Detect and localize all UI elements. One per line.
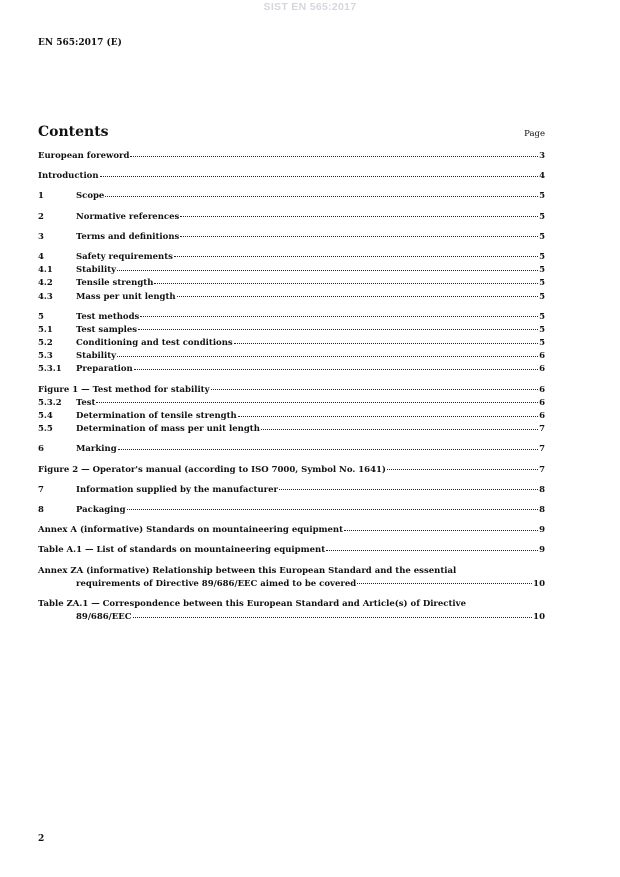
toc-entry-page: 5 [539, 324, 545, 335]
toc-entry[interactable] [38, 324, 545, 337]
dot-leader [96, 402, 538, 403]
toc-entry-number: 8 [38, 504, 44, 515]
toc-entry-number: 5.3.2 [38, 397, 62, 408]
toc-entry-number: 2 [38, 211, 44, 222]
toc-entry[interactable] [38, 410, 545, 423]
dot-leader [105, 196, 538, 197]
dot-leader [130, 156, 538, 157]
toc-entry[interactable] [38, 350, 545, 363]
toc-entry-number: 4 [38, 251, 44, 262]
toc-entry-number: 1 [38, 191, 44, 202]
toc-entry-title: Stability [76, 351, 117, 362]
table-of-contents [38, 150, 545, 624]
toc-entry-title: Annex A (informative) Standards on mountaineering equipment [38, 525, 344, 536]
toc-entry-page: 9 [539, 525, 545, 536]
toc-entry-title: Introduction [38, 171, 99, 182]
dot-leader [127, 509, 538, 510]
toc-entry-title: Marking [76, 444, 117, 455]
toc-entry-page: 7 [539, 464, 545, 475]
toc-entry-title: Normative references [76, 211, 180, 222]
toc-entry[interactable] [38, 251, 545, 264]
toc-entry-title: Test methods [76, 311, 140, 322]
toc-entry-page: 8 [539, 484, 545, 495]
toc-entry-title-continued: requirements of Directive 89/686/EEC aimed to be covered [76, 578, 357, 589]
toc-entry[interactable] [38, 443, 545, 456]
contents-heading: Contents [38, 124, 109, 140]
toc-entry[interactable] [38, 363, 545, 376]
toc-entry-number: 5.3 [38, 351, 53, 362]
toc-entry[interactable] [38, 311, 545, 324]
toc-entry-page: 10 [533, 612, 545, 623]
toc-entry[interactable] [38, 524, 545, 537]
toc-entry[interactable] [38, 150, 545, 163]
toc-entry-page: 5 [539, 191, 545, 202]
toc-entry[interactable] [38, 264, 545, 277]
dot-leader [180, 236, 538, 237]
toc-entry[interactable] [38, 484, 545, 497]
toc-entry-page: 5 [539, 291, 545, 302]
toc-entry-number: 5.4 [38, 411, 53, 421]
toc-entry-title: Tensile strength [76, 278, 154, 289]
toc-entry-page: 8 [539, 504, 545, 515]
toc-entry-title-continued: 89/686/EEC [76, 612, 132, 623]
toc-entry-title: Packaging [76, 504, 126, 515]
dot-leader [279, 489, 538, 490]
dot-leader [117, 356, 538, 357]
toc-entry[interactable] [38, 384, 545, 397]
toc-entry-title: Test [76, 397, 96, 408]
toc-entry-title: Stability [76, 265, 117, 276]
dot-leader [138, 329, 538, 330]
toc-entry[interactable] [38, 170, 545, 183]
toc-entry-page: 6 [539, 351, 545, 362]
toc-entry-title: Annex ZA (informative) Relationship between this European Standard and the essential [38, 565, 457, 576]
toc-entry[interactable] [38, 464, 545, 477]
toc-entry[interactable] [38, 544, 545, 557]
toc-entry-page: 3 [539, 151, 545, 161]
toc-entry-title: Table ZA.1 — Correspondence between this European Standard and Article(s) of Directive [38, 598, 466, 609]
toc-entry-title: Terms and definitions [76, 231, 180, 242]
toc-entry-number: 5 [38, 311, 44, 322]
toc-entry-page: 6 [539, 364, 545, 375]
dot-leader [140, 316, 538, 317]
toc-entry-page: 9 [539, 545, 545, 556]
dot-leader [118, 449, 538, 450]
toc-entry-number: 5.3.1 [38, 364, 62, 375]
toc-entry-page: 5 [539, 311, 545, 322]
toc-entry-title: Test samples [76, 324, 138, 335]
toc-entry-page: 4 [539, 171, 545, 182]
dot-leader [261, 429, 538, 430]
toc-entry-title: Determination of mass per unit length [76, 424, 260, 435]
toc-entry-page: 6 [539, 384, 545, 395]
toc-entry-number: 4.1 [38, 265, 53, 276]
toc-entry-page: 6 [539, 397, 545, 408]
dot-leader [177, 296, 538, 297]
toc-entry[interactable] [38, 337, 545, 350]
toc-entry-title: Table A.1 — List of standards on mountaineering equipment [38, 545, 326, 556]
dot-leader [238, 416, 538, 417]
dot-leader [234, 343, 538, 344]
toc-entry[interactable] [38, 504, 545, 517]
toc-entry[interactable] [38, 423, 545, 436]
toc-entry-number: 6 [38, 444, 44, 455]
toc-entry[interactable] [38, 190, 545, 203]
toc-entry-title: Preparation [76, 364, 133, 375]
toc-entry-number: 4.2 [38, 278, 53, 289]
toc-entry-number: 5.1 [38, 324, 53, 335]
toc-entry[interactable] [38, 598, 545, 624]
toc-entry-title: Conditioning and test conditions [76, 338, 233, 349]
toc-entry-number: 7 [38, 484, 44, 495]
toc-entry-number: 5.2 [38, 338, 53, 349]
toc-entry-title: Figure 1 — Test method for stability [38, 384, 210, 395]
dot-leader [100, 176, 538, 177]
toc-entry-page: 5 [539, 231, 545, 242]
page-column-label: Page [524, 129, 545, 139]
toc-entry-title: Determination of tensile strength [76, 411, 237, 421]
toc-entry[interactable] [38, 277, 545, 290]
dot-leader [174, 256, 538, 257]
dot-leader [211, 389, 538, 390]
toc-entry-title: Mass per unit length [76, 291, 176, 302]
toc-entry-page: 5 [539, 211, 545, 222]
toc-entry-page: 5 [539, 265, 545, 276]
dot-leader [117, 270, 538, 271]
toc-entry-title: Safety requirements [76, 251, 173, 262]
page-number: 2 [38, 834, 45, 844]
toc-entry-page: 5 [539, 278, 545, 289]
watermark: SIST EN 565:2017 [263, 1, 357, 13]
dot-leader [387, 469, 538, 470]
toc-entry[interactable] [38, 397, 545, 410]
toc-entry-page: 6 [539, 411, 545, 421]
dot-leader [133, 617, 533, 618]
toc-entry-title: European foreword [38, 151, 130, 161]
dot-leader [180, 216, 538, 217]
toc-entry[interactable] [38, 291, 545, 304]
toc-entry[interactable] [38, 231, 545, 244]
dot-leader [344, 530, 538, 531]
toc-entry[interactable] [38, 211, 545, 224]
dot-leader [134, 369, 538, 370]
toc-entry-page: 7 [539, 444, 545, 455]
toc-entry-title: Figure 2 — Operator's manual (according to ISO 7000, Symbol No. 1641) [38, 464, 386, 475]
dot-leader [357, 583, 532, 584]
toc-entry[interactable] [38, 565, 545, 591]
toc-entry-page: 10 [533, 578, 545, 589]
toc-entry-number: 3 [38, 231, 44, 242]
toc-entry-page: 5 [539, 338, 545, 349]
toc-entry-page: 7 [539, 424, 545, 435]
toc-entry-number: 4.3 [38, 291, 53, 302]
dot-leader [326, 550, 538, 551]
toc-entry-page: 5 [539, 251, 545, 262]
toc-entry-title: Information supplied by the manufacturer [76, 484, 279, 495]
toc-entry-number: 5.5 [38, 424, 53, 435]
document-id: EN 565:2017 (E) [38, 38, 122, 48]
dot-leader [154, 283, 538, 284]
toc-entry-title: Scope [76, 191, 105, 202]
